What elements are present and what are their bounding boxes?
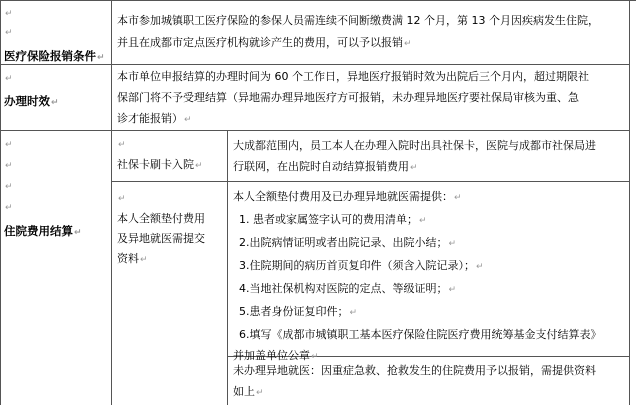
- content-line: 并加盖单位公章: [233, 349, 310, 362]
- content-line: 本市参加城镇职工医疗保险的参保人员需连续不间断缴费满 12 个月，第 13 个月因疾病发生住院，: [117, 14, 599, 27]
- row-content-processing-time: 本市单位申报结算的办理时间为 60 个工作日，异地医疗报销时效为出院后三个月内，超过期限社 保部门将不予受理结算（异地需办理异地医疗方可报销，未办理异地医疗要社保局审核为重、急 诊才能报销）↵: [117, 66, 627, 131]
- list-item: 2.出院病情证明或者出院记录、出院小结；: [239, 236, 448, 249]
- row-label-hospitalization-settlement: ↵ ↵ ↵ ↵ 住院费用结算↵: [4, 140, 82, 238]
- content-line: 行联网，在出院时自动结算报销费用: [233, 160, 409, 173]
- content-line: 如上: [233, 385, 255, 398]
- content-line: 诊才能报销）: [117, 112, 183, 125]
- list-item: 3.住院期间的病历首页复印件（须含入院记录）；: [239, 259, 475, 272]
- label-text: 医疗保险报销条件: [4, 49, 96, 63]
- row-content-reimbursement-conditions: 本市参加城镇职工医疗保险的参保人员需连续不间断缴费满 12 个月，第 13 个月因疾病发生住院， 并且在成都市定点医疗机构就诊产生的费用，可以予以报销↵: [117, 10, 627, 55]
- sub-label-text: 本人全额垫付费用: [117, 212, 205, 225]
- sub-content-self-paid: 本人全额垫付费用及已办理异地就医需提供：↵ 1. 患者或家属签字认可的费用清单；↵ 2.出院病情证明或者出院记录、出院小结；↵ 3.住院期间的病历首页复印件（须含入院记录）；↵ 4.当地社保机构对医院的定点、等级证明；↵ 5.患者身份证复印件；↵ 6.填写《成都市城镇职工基本医疗保险住院医疗费用统筹基金支付结算表》 并加盖单位公章↵: [233, 186, 629, 368]
- list-item: 4.当地社保机构对医院的定点、等级证明；: [239, 282, 448, 295]
- content-line: 本人全额垫付费用及已办理异地就医需提供：: [233, 190, 453, 203]
- sub-label-text: 资料: [117, 252, 139, 265]
- table-border-left: [0, 0, 1, 405]
- sub-content-card-admission: 大成都范围内，员工本人在办理入院时出具社保卡，医院与成都市社保局进 行联网，在出院时自动结算报销费用↵: [233, 135, 629, 179]
- list-item: 6.填写《成都市城镇职工基本医疗保险住院医疗费用统筹基金支付结算表》: [239, 328, 602, 341]
- content-line: 本市单位申报结算的办理时间为 60 个工作日，异地医疗报销时效为出院后三个月内，超过期限社: [117, 70, 589, 83]
- sub-label-self-paid: ↵ 本人全额垫付费用 及异地就医需提交 资料↵: [117, 188, 225, 270]
- row-label-reimbursement-conditions: ↵ ↵ 医疗保险报销条件↵: [4, 9, 105, 63]
- list-item: 1. 患者或家属签字认可的费用清单；: [239, 213, 418, 226]
- content-line: 保部门将不予受理结算（异地需办理异地医疗方可报销，未办理异地医疗要社保局审核为重、急: [117, 91, 579, 104]
- table-border-top: [0, 0, 636, 1]
- list-item: 5.患者身份证复印件；: [239, 305, 349, 318]
- label-text: 办理时效: [4, 94, 50, 108]
- content-line: 大成都范围内，员工本人在办理入院时出具社保卡，医院与成都市社保局进: [233, 139, 596, 152]
- row-divider-sub-1: [111, 181, 630, 182]
- sub-label-text: 及异地就医需提交: [117, 232, 205, 245]
- content-line: 并且在成都市定点医疗机构就诊产生的费用，可以予以报销: [117, 36, 403, 49]
- sub-label-text: 社保卡刷卡入院: [117, 158, 194, 171]
- table-border-right: [629, 0, 630, 405]
- sub-label-card-admission: ↵ 社保卡刷卡入院↵: [117, 140, 203, 171]
- column-divider-main: [111, 0, 112, 405]
- label-text: 住院费用结算: [4, 224, 73, 238]
- sub-content-non-registered: 未办理异地就医：因重症急救、抢救发生的住院费用予以报销，需提供资料 如上↵: [233, 360, 629, 404]
- column-divider-sub: [227, 131, 228, 405]
- row-label-processing-time: ↵ 办理时效↵: [4, 74, 59, 108]
- content-line: 未办理异地就医：因重症急救、抢救发生的住院费用予以报销，需提供资料: [233, 364, 596, 377]
